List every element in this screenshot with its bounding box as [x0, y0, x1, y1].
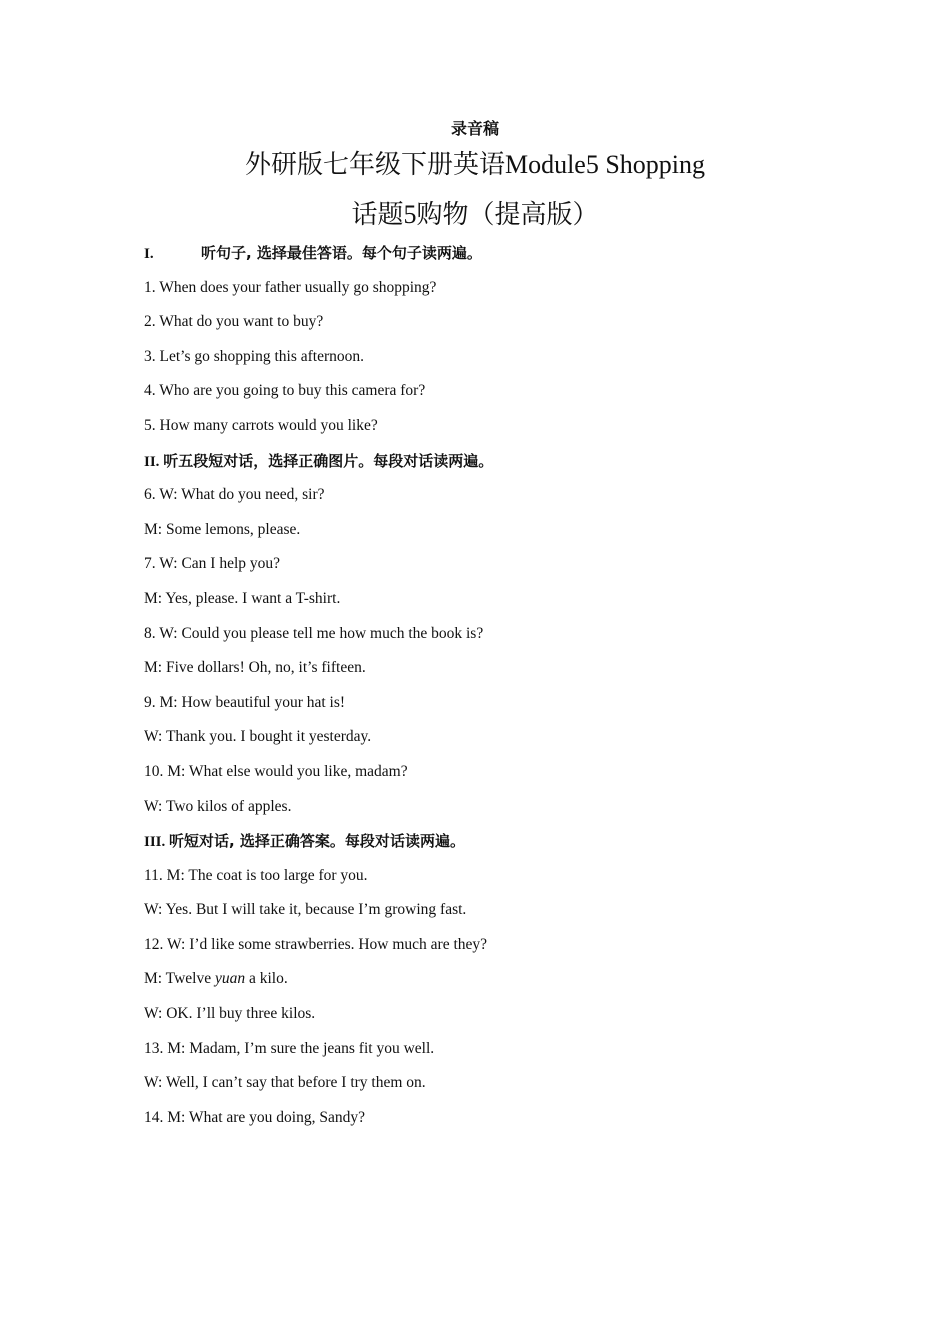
document-label: 录音稿	[450, 119, 499, 138]
transcript-line-price	[144, 966, 864, 1001]
section-3-heading	[144, 828, 864, 863]
price-text-after: a kilo.	[245, 970, 288, 988]
price-text-before: M: Twelve	[144, 970, 215, 988]
transcript-line: W: Thank you. I bought it yesterday.	[144, 728, 372, 746]
transcript-line: W: Well, I can’t say that before I try them on.	[144, 1074, 426, 1092]
transcript-line: 4. Who are you going to buy this camera for?	[144, 382, 426, 400]
transcript-line: M: Some lemons, please.	[144, 520, 301, 538]
transcript-line: 11. M: The coat is too large for you.	[144, 866, 368, 884]
transcript-line: 8. W: Could you please tell me how much the book is?	[144, 624, 484, 642]
transcript-line: W: OK. I’ll buy three kilos.	[144, 1005, 316, 1023]
transcript-line: W: Two kilos of apples.	[144, 797, 292, 815]
transcript-line: M: Five dollars! Oh, no, it’s fifteen.	[144, 659, 366, 677]
document-title	[0, 148, 950, 182]
title-chinese: 外研版七年级下册英语	[244, 150, 505, 180]
section-3-number: III.	[144, 834, 166, 851]
subtitle-number: 5	[403, 200, 417, 229]
section-1-heading	[144, 240, 864, 275]
title-english: Module5 Shopping	[504, 150, 706, 179]
transcript-line: 6. W: What do you need, sir?	[144, 486, 325, 504]
transcript-line: M: Yes, please. I want a T-shirt.	[144, 589, 341, 607]
subtitle-topic-name: 购物（提高版）	[416, 200, 599, 230]
transcript-line: 3. Let’s go shopping this afternoon.	[144, 347, 364, 365]
price-currency: yuan	[214, 970, 246, 988]
transcript-line: 5. How many carrots would you like?	[144, 416, 378, 434]
transcript-body	[144, 240, 864, 1139]
section-2-heading	[144, 448, 864, 483]
transcript-line: 14. M: What are you doing, Sandy?	[144, 1108, 365, 1126]
transcript-line: 1. When does your father usually go shopping?	[144, 278, 437, 296]
transcript-line: 2. What do you want to buy?	[144, 313, 324, 331]
section-1-title: 听句子, 选择最佳答语。每个句子读两遍。	[201, 244, 482, 262]
transcript-line: 9. M: How beautiful your hat is!	[144, 693, 346, 711]
section-2-number: II.	[144, 453, 160, 470]
transcript-line: 12. W: I’d like some strawberries. How much are they?	[144, 935, 488, 953]
transcript-line: 7. W: Can I help you?	[144, 555, 281, 573]
section-2-title: 听五段短对话，选择正确图片。每段对话读两遍。	[163, 451, 494, 470]
subtitle-topic: 话题	[351, 200, 404, 230]
section-3-title: 听短对话, 选择正确答案。每段对话读两遍。	[169, 832, 465, 851]
transcript-line: 10. M: What else would you like, madam?	[144, 762, 408, 780]
section-1-number: I.	[144, 246, 154, 262]
transcript-line: W: Yes. But I will take it, because I’m growing fast.	[144, 901, 467, 919]
transcript-line: 13. M: Madam, I’m sure the jeans fit you well.	[144, 1039, 435, 1057]
document-subtitle	[0, 198, 950, 232]
